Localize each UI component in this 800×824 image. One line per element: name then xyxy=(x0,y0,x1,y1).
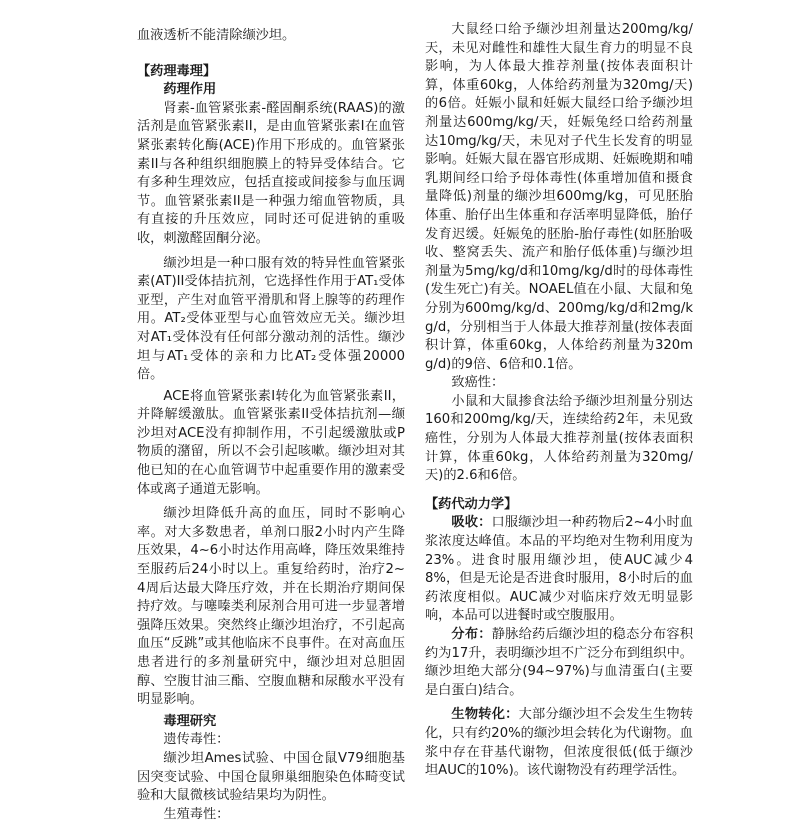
subheading-pharmacological-action: 药理作用 xyxy=(163,82,217,98)
paragraph-carcinogenicity: 小鼠和大鼠掺食法给予缬沙坦剂量分别达160和200mg/kg/天，连续给药2年，未见致癌性，分别为人体最大推荐剂量(按体表面积计算，体重60kg，人体给药剂量为320mg/天)的2.6和6倍。 xyxy=(425,393,693,484)
biotransformation-label: 生物转化： xyxy=(451,707,519,723)
paragraph-absorption xyxy=(425,514,693,626)
paragraph-valsartan-at1: 缬沙坦是一种口服有效的特异性血管紧张素(AT)II受体拮抗剂，它选择性作用于AT₁受体亚型，产生对血管平滑肌和肾上腺等的药理作用。AT₂受体亚型与心血管效应无关。缬沙坦对AT₁受体没有任何部分激动剂的活性。缬沙坦与AT₁受体的亲和力比AT₂受体强20000倍。 xyxy=(137,255,405,383)
distribution-label: 分布： xyxy=(451,627,492,642)
distribution-text: 静脉给药后缬沙坦的稳态分布容积约为17升，表明缬沙坦不广泛分布到组织中。缬沙坦绝大部分(94~97%)与血清蛋白(主要是白蛋白)结合。 xyxy=(425,627,694,698)
section-heading-pharmacokinetics: 【药代动力学】 xyxy=(425,496,518,512)
paragraph-raas: 肾素-血管紧张素-醛固酮系统(RAAS)的激活剂是血管紧张素II，是由血管紧张素I在血管紧张素转化酶(ACE)作用下形成的。血管紧张素II与各种组织细胞膜上的特异受体结合。它有多种生理效应，包括直接或间接参与血压调节。血管紧张素II是一种强力缩血管物质，具有直接的升压效应，同时还可促进钠的重吸收，刺激醛固酮分泌。 xyxy=(137,100,405,246)
left-column xyxy=(137,27,405,824)
absorption-label: 吸收： xyxy=(451,515,492,531)
paragraph-distribution xyxy=(425,626,693,700)
section-heading-pharmacology: 【药理毒理】 xyxy=(137,63,217,79)
subheading-toxicology: 毒理研究 xyxy=(163,713,217,729)
paragraph-biotransformation xyxy=(425,706,693,780)
biotransformation-text: 大部分缬沙坦不会发生生物转化，只有约20%的缬沙坦会转化为代谢物。血浆中存在苷基代谢物，但浓度很低(低于缬沙坦AUC的10%)。该代谢物没有药理学活性。 xyxy=(425,707,694,779)
right-column xyxy=(425,21,693,781)
paragraph-blood-pressure: 缬沙坦降低升高的血压，同时不影响心率。对大多数患者，单剂口服2小时内产生降压效果，4~6小时达作用高峰，降压效果维持至服药后24小时以上。重复给药时，治疗2~4周后达最大降压疗效，并在长期治疗期间保持疗效。与噻嗪类利尿剂合用可进一步显著增强降压效果。突然终止缬沙坦治疗，不引起高血压“反跳”或其他临床不良事件。在对高血压患者进行的多剂量研究中，缬沙坦对总胆固醇、空腹甘油三酯、空腹血糖和尿酸水平没有明显影响。 xyxy=(137,506,405,708)
top-line: 血液透析不能清除缬沙坦。 xyxy=(137,28,296,43)
label-carcinogenicity: 致癌性： xyxy=(451,375,505,391)
label-reproductive-toxicity: 生殖毒性： xyxy=(163,806,230,822)
label-genotoxicity: 遗传毒性： xyxy=(163,732,230,748)
paragraph-reproductive-toxicity: 大鼠经口给予缬沙坦剂量达200mg/kg/天，未见对雌性和雄性大鼠生育力的明显不良影响，为人体最大推荐剂量(按体表面积计算，体重60kg，人体给药剂量为320mg/天)的6倍。妊娠小鼠和妊娠大鼠经口给予缬沙坦剂量达600mg/kg/天，妊娠兔经口给药剂量达10mg/kg/天，未见对子代生长发育的明显影响。妊娠大鼠在器官形成期、妊娠晚期和哺乳期间经口给予母体毒性(体重增加值和摄食量降低)剂量的缬沙坦600mg/kg，可见胚胎体重、胎仔出生体重和存活率明显降低，胎仔发育迟缓。妊娠兔的胚胎-胎仔毒性(如胚胎吸收、整窝丢失、流产和胎仔低体重)与缬沙坦剂量为5mg/kg/d和10mg/kg/d时的母体毒性(发生死亡)有关。NOAEL值在小鼠、大鼠和兔分别为600mg/kg/d、200mg/kg/d和2mg/kg/d，分别相当于人体最大推荐剂量(按体表面积计算，体重60kg，人体给药剂量为320mg/d)的9倍、6倍和0.1倍。 xyxy=(425,22,693,372)
absorption-text: 口服缬沙坦一种药物后2~4小时血浆浓度达峰值。本品的平均绝对生物利用度为23%。进食时服用缬沙坦，使AUC减少48%，但是无论是否进食时服用，8小时后的血药浓度相似。AUC减少对临床疗效无明显影响，本品可以进餐时或空腹服用。 xyxy=(425,515,693,624)
paragraph-genotoxicity: 缬沙坦Ames试验、中国仓鼠V79细胞基因突变试验、中国仓鼠卵巢细胞染色体畸变试验和大鼠微核试验结果均为阴性。 xyxy=(137,750,405,804)
paragraph-ace: ACE将血管紧张素I转化为血管紧张素II，并降解缓激肽。血管紧张素II受体拮抗剂—缬沙坦对ACE没有抑制作用，不引起缓激肽或P物质的潴留，所以不会引起咳嗽。缬沙坦对其他已知的在心血管调节中起重要作用的激素受体或离子通道无影响。 xyxy=(137,388,405,497)
